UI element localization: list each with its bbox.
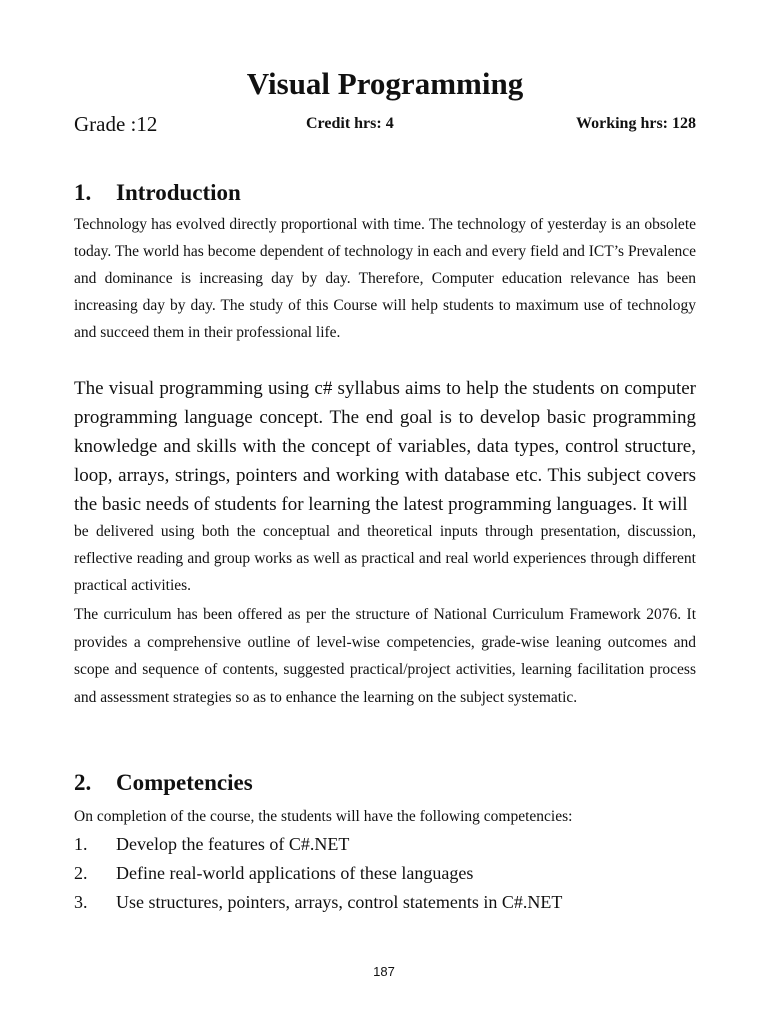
list-item-text: Develop the features of C#.NET	[116, 834, 350, 854]
list-item	[74, 888, 696, 917]
section-title: Competencies	[116, 770, 253, 795]
competencies-list	[74, 830, 696, 917]
list-item-text: Use structures, pointers, arrays, control statements in C#.NET	[116, 892, 563, 912]
intro-paragraph-4: The curriculum has been offered as per the structure of National Curriculum Framework 2076. It provides a comprehensive outline of level-wise competencies, grade-wise leaning outcomes and scope and sequence of contents, suggested practical/project activities, learning facilitation process and assessment strategies so as to enhance the learning on the subject systematic.	[74, 606, 696, 706]
section-heading-introduction	[74, 178, 241, 208]
list-item-number: 3.	[74, 892, 88, 912]
section-number: 1.	[74, 180, 92, 205]
working-hours-label: Working hrs: 128	[575, 115, 696, 132]
list-item-text: Define real-world applications of these languages	[116, 863, 474, 883]
course-meta	[74, 112, 696, 138]
section-heading-competencies	[74, 768, 253, 798]
intro-paragraph-2: The visual programming using c# syllabus aims to help the students on computer programming language concept. The end goal is to develop basic programming knowledge and skills with the concept of variables, data types, control structure, loop, arrays, strings, pointers and working with database etc. This subject covers the basic needs of students for learning the latest programming languages. It will	[74, 378, 696, 515]
page-number: 187	[373, 964, 395, 979]
list-item-number: 1.	[74, 834, 88, 854]
credit-hours-label: Credit hrs: 4	[306, 115, 394, 132]
competencies-intro: On completion of the course, the students will have the following competencies:	[74, 808, 573, 825]
section-number: 2.	[74, 770, 92, 795]
section-title: Introduction	[116, 180, 241, 205]
list-item	[74, 830, 696, 859]
list-item	[74, 859, 696, 888]
grade-label: Grade :12	[74, 112, 158, 136]
list-item-number: 2.	[74, 863, 88, 883]
intro-paragraph-3: be delivered using both the conceptual and theoretical inputs through presentation, discussion, reflective reading and group works as well as practical and real world experiences through different practical activities.	[74, 523, 696, 594]
document-title: Visual Programming	[246, 66, 524, 101]
intro-paragraph-1: Technology has evolved directly proportional with time. The technology of yesterday is an obsolete today. The world has become dependent of technology in each and every field and ICT’s Prevalence and dominance is increasing day by day. Therefore, Computer education relevance has been increasing day by day. The study of this Course will help students to maximum use of technology and succeed them in their professional life.	[74, 216, 696, 341]
